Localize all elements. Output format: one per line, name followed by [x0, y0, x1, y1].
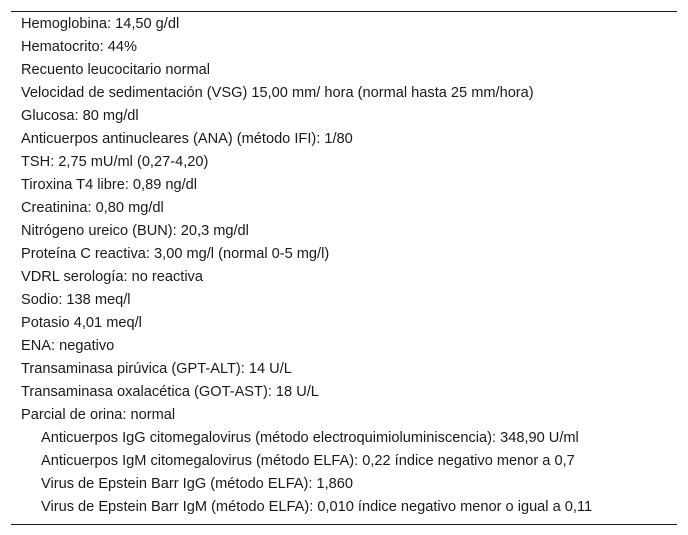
lab-results-table: [11, 11, 677, 525]
result-row: Tiroxina T4 libre: 0,89 ng/dl: [21, 177, 198, 193]
result-row: Virus de Epstein Barr IgG (método ELFA): 1,860: [41, 476, 354, 492]
result-row: Creatinina: 0,80 mg/dl: [21, 200, 164, 216]
result-row: Parcial de orina: normal: [21, 407, 176, 423]
result-row: VDRL serología: no reactiva: [21, 269, 203, 285]
result-row: Proteína C reactiva: 3,00 mg/l (normal 0-5 mg/l): [21, 246, 330, 262]
result-row: Virus de Epstein Barr IgM (método ELFA): 0,010 índice negativo menor o igual a 0,11: [41, 499, 593, 515]
result-row: Anticuerpos IgM citomegalovirus (método ELFA): 0,22 índice negativo menor a 0,7: [41, 453, 575, 469]
result-row: Glucosa: 80 mg/dl: [21, 108, 139, 124]
result-row: Nitrógeno ureico (BUN): 20,3 mg/dl: [21, 223, 249, 239]
result-row: Potasio 4,01 meq/l: [21, 315, 142, 331]
result-row: Anticuerpos antinucleares (ANA) (método IFI): 1/80: [21, 131, 353, 147]
result-row: ENA: negativo: [21, 338, 115, 354]
result-row: Velocidad de sedimentación (VSG) 15,00 mm/ hora (normal hasta 25 mm/hora): [21, 85, 534, 101]
result-row: Hematocrito: 44%: [21, 39, 137, 55]
result-row: Transaminasa pirúvica (GPT-ALT): 14 U/L: [21, 361, 292, 377]
result-row: TSH: 2,75 mU/ml (0,27-4,20): [21, 154, 209, 170]
result-row: Transaminasa oxalacética (GOT-AST): 18 U/L: [21, 384, 319, 400]
result-row: Anticuerpos IgG citomegalovirus (método electroquimioluminiscencia): 348,90 U/ml: [41, 430, 579, 446]
result-row: Hemoglobina: 14,50 g/dl: [21, 16, 180, 32]
result-row: Recuento leucocitario normal: [21, 62, 211, 78]
result-row: Sodio: 138 meq/l: [21, 292, 131, 308]
